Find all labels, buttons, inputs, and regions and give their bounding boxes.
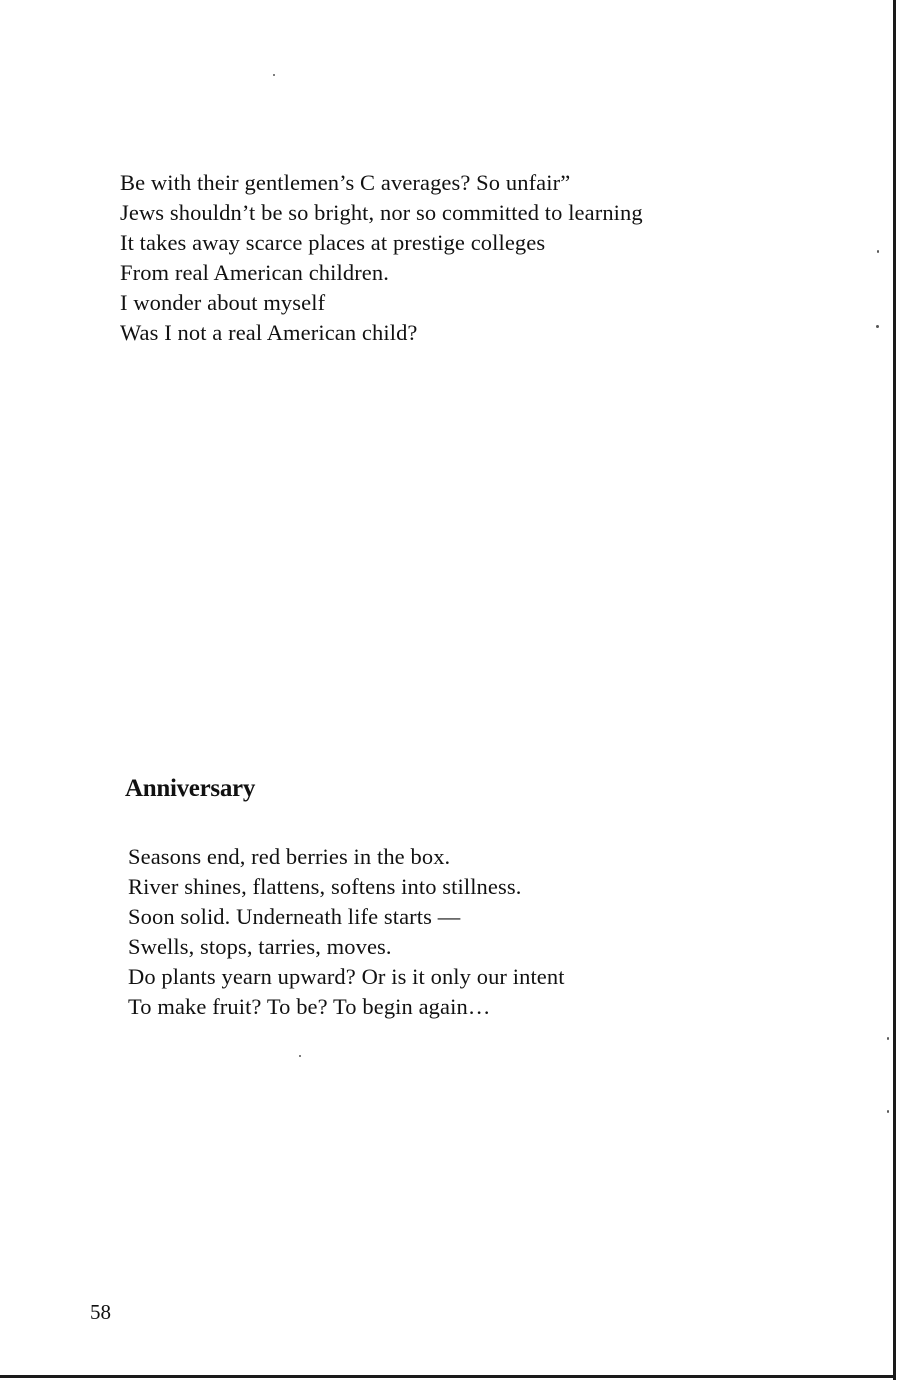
poem-line: I wonder about myself xyxy=(120,290,326,315)
poem-line: To make fruit? To be? To begin again… xyxy=(128,994,491,1019)
poem-line: Was I not a real American child? xyxy=(120,320,418,345)
scan-speck xyxy=(273,74,275,76)
scan-speck xyxy=(877,250,879,253)
poem-line: Be with their gentlemen’s C averages? So unfair” xyxy=(120,170,571,195)
poem-line: Soon solid. Underneath life starts — xyxy=(128,904,461,929)
poem-stanza xyxy=(128,842,565,1022)
scan-speck xyxy=(299,1055,301,1057)
poem-title: Anniversary xyxy=(125,775,256,802)
poem-line: River shines, flattens, softens into stillness. xyxy=(128,874,522,899)
poem-line: It takes away scarce places at prestige colleges xyxy=(120,230,546,255)
continuation-stanza xyxy=(120,168,643,348)
scan-edge-bottom xyxy=(0,1375,896,1378)
scan-edge-right xyxy=(893,0,896,1380)
poem-line: Do plants yearn upward? Or is it only our intent xyxy=(128,964,565,989)
poem-line: Seasons end, red berries in the box. xyxy=(128,844,451,869)
scan-speck xyxy=(887,1037,889,1040)
scan-speck xyxy=(887,1110,889,1113)
poem-line: Jews shouldn’t be so bright, nor so committed to learning xyxy=(120,200,643,225)
poem-line: Swells, stops, tarries, moves. xyxy=(128,934,392,959)
scan-speck xyxy=(876,325,879,328)
page-number: 58 xyxy=(90,1300,111,1324)
poem-line: From real American children. xyxy=(120,260,389,285)
